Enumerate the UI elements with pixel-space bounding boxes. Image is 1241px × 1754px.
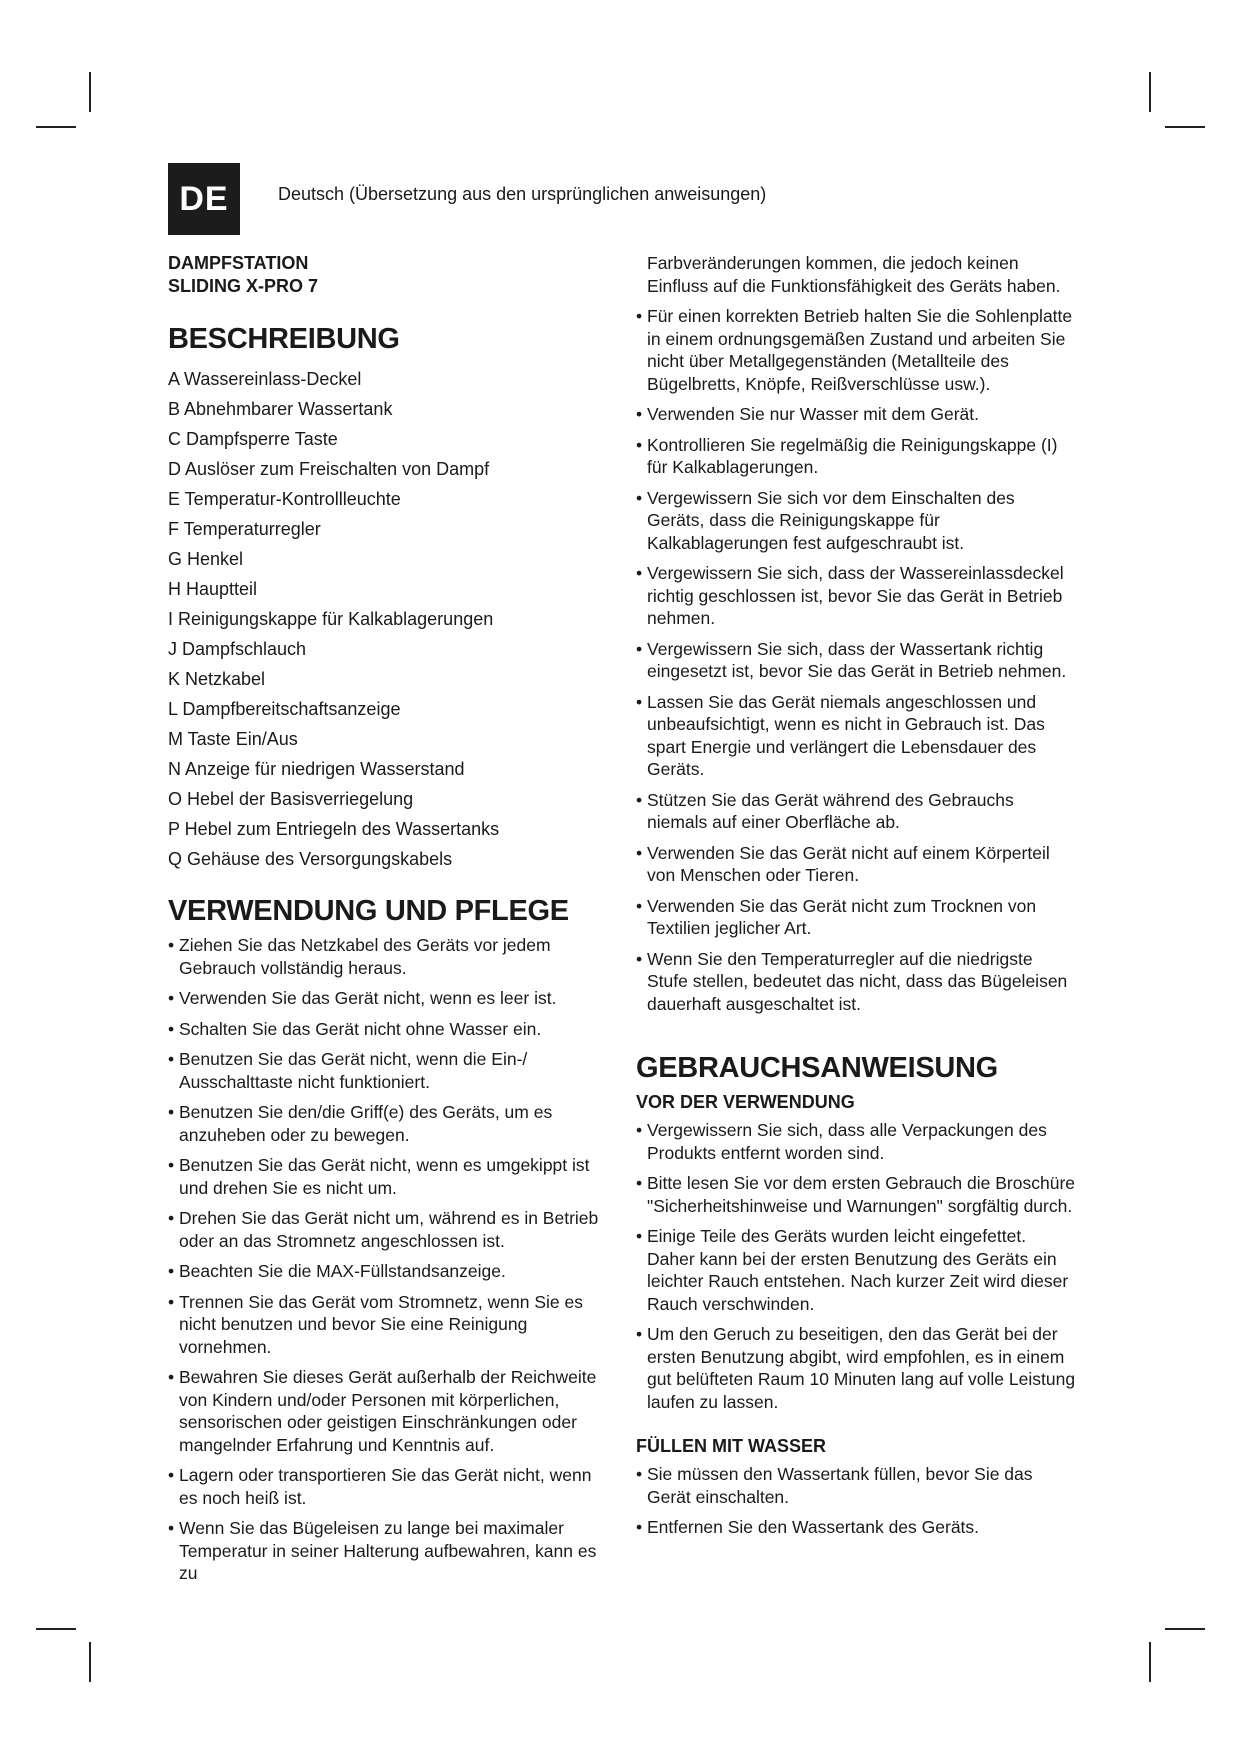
crop-mark [36,1628,76,1630]
usage-item: • Kontrollieren Sie regelmäßig die Reinigungskappe (I) für Kalkablagerungen. [636,434,1076,479]
usage-item: • Wenn Sie den Temperaturregler auf die niedrigste Stufe stellen, bedeutet das nicht, dass das Bügeleisen dauerhaft ausgeschaltet ist. [636,948,1076,1016]
usage-item-continuation: Farbveränderungen kommen, die jedoch keinen Einfluss auf die Funktionsfähigkeit des Geräts haben. [647,253,1061,296]
crop-mark [36,126,76,128]
usage-item: • Vergewissern Sie sich vor dem Einschalten des Geräts, dass die Reinigungskappe für Kalkablagerungen fest aufgeschraubt ist. [636,487,1076,555]
part-item: F Temperaturregler [168,519,321,539]
usage-item: • Verwenden Sie das Gerät nicht zum Trocknen von Textilien jeglicher Art. [636,895,1076,940]
crop-mark [1149,72,1151,112]
section-title-verwendung: VERWENDUNG UND PFLEGE [168,895,569,927]
crop-mark [1165,126,1205,128]
part-item: Q Gehäuse des Versorgungskabels [168,849,453,869]
usage-item: • Drehen Sie das Gerät nicht um, während es in Betrieb oder an das Stromnetz angeschlossen ist. [168,1207,608,1252]
left-column [168,252,608,1593]
usage-item: • Stützen Sie das Gerät während des Gebrauchs niemals auf einer Oberfläche ab. [636,789,1076,834]
language-note: Deutsch (Übersetzung aus den ursprünglichen anweisungen) [278,184,767,204]
usage-item: • Beachten Sie die MAX-Füllstandsanzeige. [168,1260,608,1283]
usage-item: • Ziehen Sie das Netzkabel des Geräts vor jedem Gebrauch vollständig heraus. [168,934,608,979]
usage-item: • Lassen Sie das Gerät niemals angeschlossen und unbeaufsichtigt, wenn es nicht in Gebrauch ist. Das spart Energie und verlängert die Lebensdauer des Geräts. [636,691,1076,781]
usage-item: • Vergewissern Sie sich, dass der Wassertank richtig eingesetzt ist, bevor Sie das Gerät in Betrieb nehmen. [636,638,1076,683]
usage-item: • Lagern oder transportieren Sie das Gerät nicht, wenn es noch heiß ist. [168,1464,608,1509]
usage-item: • Verwenden Sie das Gerät nicht, wenn es leer ist. [168,987,608,1010]
part-item: O Hebel der Basisverriegelung [168,789,414,809]
part-item: L Dampfbereitschaftsanzeige [168,699,401,719]
crop-mark [1165,1628,1205,1630]
usage-item: • Benutzen Sie das Gerät nicht, wenn die Ein-/ Ausschalttaste nicht funktioniert. [168,1048,608,1093]
subsection-title-vor-der-verwendung: VOR DER VERWENDUNG [636,1092,855,1112]
usage-item: • Trennen Sie das Gerät vom Stromnetz, wenn Sie es nicht benutzen und bevor Sie eine Reinigung vornehmen. [168,1291,608,1359]
part-item: N Anzeige für niedrigen Wasserstand [168,759,465,779]
filling-list [636,1463,1076,1539]
part-item: P Hebel zum Entriegeln des Wassertanks [168,819,500,839]
language-badge: DE [168,163,240,235]
crop-mark [1149,1642,1151,1682]
part-item: K Netzkabel [168,669,266,689]
usage-item: • Verwenden Sie das Gerät nicht auf einem Körperteil von Menschen oder Tieren. [636,842,1076,887]
before-use-item: • Bitte lesen Sie vor dem ersten Gebrauch die Broschüre "Sicherheitshinweise und Warnungen" sorgfältig durch. [636,1172,1076,1217]
part-item: A Wassereinlass-Deckel [168,369,362,389]
before-use-item: • Um den Geruch zu beseitigen, den das Gerät bei der ersten Benutzung abgibt, wird empfohlen, es in einem gut belüfteten Raum 10 Minuten lang auf volle Leistung laufen zu lassen. [636,1323,1076,1413]
usage-list-continued [636,305,1076,1015]
part-item: M Taste Ein/Aus [168,729,298,749]
part-item: D Auslöser zum Freischalten von Dampf [168,459,490,479]
subsection-title-fuellen: FÜLLEN MIT WASSER [636,1436,826,1456]
usage-item: • Schalten Sie das Gerät nicht ohne Wasser ein. [168,1018,608,1041]
product-line-1: DAMPFSTATION [168,253,309,273]
part-item: H Hauptteil [168,579,258,599]
right-column [636,252,1076,1547]
crop-mark [89,72,91,112]
crop-mark [89,1642,91,1682]
usage-item: • Wenn Sie das Bügeleisen zu lange bei maximaler Temperatur in seiner Halterung aufbewahren, kann es zu [168,1517,608,1585]
product-line-2: SLIDING X-PRO 7 [168,276,319,296]
parts-list [168,368,608,870]
usage-item: • Benutzen Sie das Gerät nicht, wenn es umgekippt ist und drehen Sie es nicht um. [168,1154,608,1199]
before-use-list [636,1119,1076,1413]
part-item: J Dampfschlauch [168,639,307,659]
part-item: C Dampfsperre Taste [168,429,338,449]
usage-item: • Vergewissern Sie sich, dass der Wassereinlassdeckel richtig geschlossen ist, bevor Sie das Gerät in Betrieb nehmen. [636,562,1076,630]
before-use-item: • Vergewissern Sie sich, dass alle Verpackungen des Produkts entfernt worden sind. [636,1119,1076,1164]
filling-item: • Entfernen Sie den Wassertank des Geräts. [636,1516,1076,1539]
part-item: B Abnehmbarer Wassertank [168,399,393,419]
part-item: I Reinigungskappe für Kalkablagerungen [168,609,494,629]
section-title-gebrauch: GEBRAUCHSANWEISUNG [636,1052,998,1084]
before-use-item: • Einige Teile des Geräts wurden leicht eingefettet. Daher kann bei der ersten Benutzung des Geräts ein leichter Rauch entstehen. Nach kurzer Zeit wird dieser Rauch verschwinden. [636,1225,1076,1315]
part-item: G Henkel [168,549,244,569]
filling-item: • Sie müssen den Wassertank füllen, bevor Sie das Gerät einschalten. [636,1463,1076,1508]
usage-item: • Verwenden Sie nur Wasser mit dem Gerät. [636,403,1076,426]
usage-item: • Benutzen Sie den/die Griff(e) des Geräts, um es anzuheben oder zu bewegen. [168,1101,608,1146]
product-name [168,252,608,298]
usage-item: • Für einen korrekten Betrieb halten Sie die Sohlenplatte in einem ordnungsgemäßen Zustand und arbeiten Sie nicht über Metallgegenständen (Metallteile des Bügelbretts, Knöpfe, Reißverschlüsse usw.). [636,305,1076,395]
usage-list [168,934,608,1585]
usage-item: • Bewahren Sie dieses Gerät außerhalb der Reichweite von Kindern und/oder Personen mit körperlichen, sensorischen oder geistigen Einschränkungen oder mangelnder Erfahrung und Kenntnis auf. [168,1366,608,1456]
section-title-beschreibung: BESCHREIBUNG [168,323,400,355]
part-item: E Temperatur-Kontrollleuchte [168,489,401,509]
